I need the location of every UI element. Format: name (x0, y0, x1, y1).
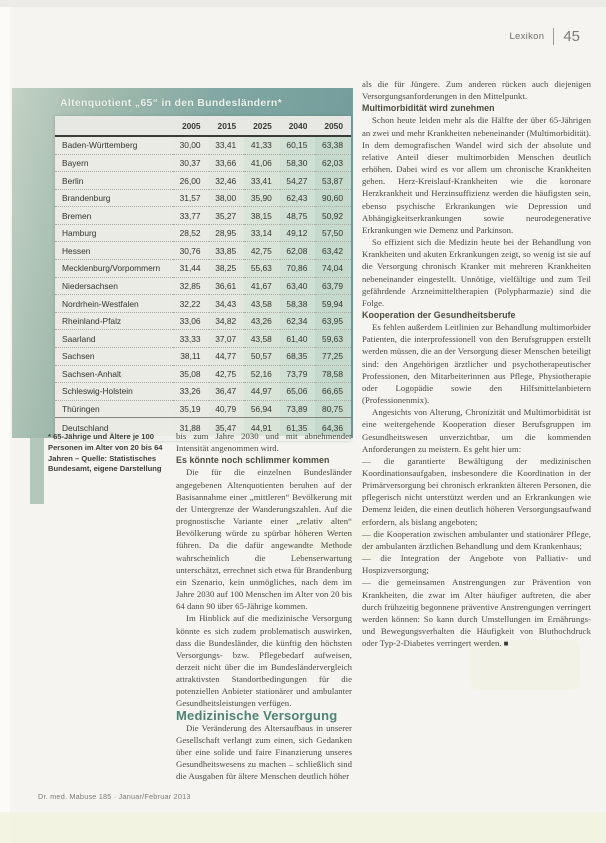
paragraph: Es fehlen außerdem Leitlinien zur Behandlung multimorbider Patienten, die interprofessionell von den Berufsgruppen erstellt werden müssen, die an der Versorgung dieser Menschen beteiligt sind: den Angehörigen ärztlicher und psychotherapeutischer Professionen, den Mitarbeiterinnen aus Pflege, Physiotherapie oder Logopädie sowie den Hilfsmittelanbietern (Professionenmix). (362, 322, 591, 406)
state-name: Brandenburg (55, 189, 173, 207)
value-cell: 65,06 (280, 383, 316, 401)
value-cell: 58,38 (280, 295, 316, 313)
value-cell: 34,43 (209, 295, 245, 313)
left-text-column (176, 430, 352, 783)
value-cell: 73,79 (280, 365, 316, 383)
state-row (55, 277, 351, 295)
value-cell: 43,26 (244, 312, 280, 330)
state-name: Bremen (55, 207, 173, 225)
right-text-column (362, 78, 591, 650)
value-cell: 33,14 (244, 224, 280, 242)
value-cell: 44,97 (244, 383, 280, 401)
year-column-header: 2040 (280, 116, 316, 136)
bullet-list (362, 455, 591, 651)
value-cell: 74,04 (315, 260, 351, 278)
value-cell: 70,86 (280, 260, 316, 278)
value-cell: 68,35 (280, 347, 316, 365)
scan-edge-left (0, 0, 10, 843)
value-cell: 33,26 (173, 383, 209, 401)
value-cell: 36,61 (209, 277, 245, 295)
value-cell: 80,75 (315, 400, 351, 418)
value-cell: 62,08 (280, 242, 316, 260)
table-body (55, 136, 351, 436)
state-name: Sachsen-Anhalt (55, 365, 173, 383)
paragraph-continuation: als die für Jüngere. Zum anderen rücken auch diejenigen Versorgungsanforderungen in den Mittelpunkt. (362, 79, 591, 102)
value-cell: 43,58 (244, 295, 280, 313)
dash-item: — die garantierte Bewältigung der medizinischen Koordinationsaufgaben, insbesondere die Koordination in der Primärversorgung bei chronisch erkrankten älteren Personen, die pflegerisch nicht unterstützt werden und an Erkrankungen wie Demenz leiden, die einen deutlich höheren Versorgungsaufwand erfordern, als bislang angeboten; (362, 455, 591, 527)
subheading-kooperation: Kooperation der Gesundheitsberufe (362, 309, 516, 320)
table-corner-cell (55, 116, 173, 136)
page-header (509, 28, 580, 45)
value-cell: 34,82 (209, 312, 245, 330)
value-cell: 77,25 (315, 347, 351, 365)
state-row (55, 172, 351, 190)
value-cell: 54,27 (280, 172, 316, 190)
table-background-panel-tail (30, 438, 44, 504)
state-row (55, 207, 351, 225)
state-row (55, 136, 351, 154)
value-cell: 33,85 (209, 242, 245, 260)
state-row (55, 260, 351, 278)
value-cell: 63,79 (315, 277, 351, 295)
header-divider (553, 28, 554, 45)
value-cell: 56,94 (244, 400, 280, 418)
altenquotient-table (55, 116, 351, 441)
value-cell: 28,52 (173, 224, 209, 242)
state-name: Mecklenburg/Vorpommern (55, 260, 173, 278)
state-name: Niedersachsen (55, 277, 173, 295)
value-cell: 35,08 (173, 365, 209, 383)
end-of-article-marker: ■ (501, 639, 509, 649)
value-cell: 66,65 (315, 383, 351, 401)
value-cell: 64,36 (315, 418, 351, 437)
value-cell: 30,00 (173, 136, 209, 154)
section-label: Lexikon (509, 31, 545, 42)
value-cell: 36,47 (209, 383, 245, 401)
value-cell: 32,85 (173, 277, 209, 295)
year-column-header: 2015 (209, 116, 245, 136)
value-cell: 55,63 (244, 260, 280, 278)
value-cell: 33,41 (209, 136, 245, 154)
value-cell: 49,12 (280, 224, 316, 242)
value-cell: 61,40 (280, 330, 316, 348)
state-name: Schleswig-Holstein (55, 383, 173, 401)
table-title: Altenquotient „65“ in den Bundesländern* (60, 97, 283, 109)
scan-edge-top (0, 0, 606, 7)
value-cell: 53,87 (315, 172, 351, 190)
state-row (55, 312, 351, 330)
value-cell: 35,47 (209, 418, 245, 437)
value-cell: 38,15 (244, 207, 280, 225)
value-cell: 59,94 (315, 295, 351, 313)
state-row (55, 154, 351, 172)
paragraph: Angesichts von Alterung, Chronizität und Multimorbidität ist eine weitergehende Kooperation dieser Berufsgruppen im Gesundheitswesen unverzichtbar, um die kommenden Anforderungen zu meistern. Es geht hier um: (362, 407, 591, 454)
value-cell: 31,88 (173, 418, 209, 437)
value-cell: 35,90 (244, 189, 280, 207)
paragraph: Im Hinblick auf die medizinische Versorgung könnte es sich zudem problematisch auswirken, dass die Bundesländer, die künftig den höchsten Versorgungs- bzw. Pflegebedarf aufweisen, derzeit nicht über die im Bundesländervergleich attraktivsten Standortbedingungen für die potenziellen Anbieter stationärer und ambulanter Gesundheitsleistungen verfügen. (176, 613, 352, 709)
value-cell: 33,66 (209, 154, 245, 172)
value-cell: 38,00 (209, 189, 245, 207)
value-cell: 63,40 (280, 277, 316, 295)
page-number: 45 (563, 28, 580, 45)
state-name: Sachsen (55, 347, 173, 365)
value-cell: 30,76 (173, 242, 209, 260)
state-name: Hessen (55, 242, 173, 260)
table-footnote: * 65-Jährige und Ältere je 100 Personen im Alter von 20 bis 64 Jahren – Quelle: Statistisches Bundesamt, eigene Darstellung (48, 432, 163, 474)
state-row (55, 295, 351, 313)
table-header (55, 116, 351, 136)
value-cell: 63,38 (315, 136, 351, 154)
paragraph: Die für die einzelnen Bundesländer angegebenen Altenquotienten beruhen auf der Basisannahme einer „mittleren“ Bevölkerung mit der Untergrenze der Wanderungszahlen. Auf die prognostische Variante einer „relativ alten“ Bevölkerung würde zu spürbar höheren Werten führen. Da die dafür angewandte Methode wahrscheinlich die Lebenserwartung unterschätzt, errechnet sich etwa für Brandenburg ein Szenario, kein unmögliches, nach dem im Jahre 2030 auf 100 Menschen im Alter von 20 bis 64 dann 90 über 65-Jährige kommen. (176, 467, 352, 612)
paragraph: Die Veränderung des Altersaufbaus in unserer Gesellschaft verlangt zum einen, sich Gedanken über eine solide und faire Finanzierung unseres Gesundheitswesens zu machen – schließlich sind die Ausgaben für ältere Menschen deutlich höher (176, 722, 352, 782)
value-cell: 32,46 (209, 172, 245, 190)
dash-item: — die gemeinsamen Anstrengungen zur Prävention von Krankheiten, die zwar im Alter häufiger auftreten, die aber durch frühzeitig begonnene präventive Anstrengungen verringert werden können: So kann durch Umstellungen im Ernährungs- und Bewegungsverhalten die Häufigkeit von Bluthochdruck oder Typ-2-Diabetes verringert werden. ■ (362, 577, 591, 649)
state-name: Hamburg (55, 224, 173, 242)
state-name: Saarland (55, 330, 173, 348)
value-cell: 73,89 (280, 400, 316, 418)
value-cell: 52,16 (244, 365, 280, 383)
value-cell: 41,33 (244, 136, 280, 154)
value-cell: 44,77 (209, 347, 245, 365)
value-cell: 90,60 (315, 189, 351, 207)
value-cell: 63,95 (315, 312, 351, 330)
value-cell: 57,50 (315, 224, 351, 242)
dash-item: — die Integration der Angebote von Palliativ- und Hospizversorgung; (362, 553, 591, 576)
state-name: Deutschland (55, 418, 173, 437)
state-row (55, 224, 351, 242)
subheading-multimorbiditaet: Multimorbidität wird zunehmen (362, 103, 495, 114)
value-cell: 31,44 (173, 260, 209, 278)
dash-item: — die Kooperation zwischen ambulanter und stationärer Pflege, der ambulanten ärztlichen Behandlung und dem Krankenhaus; (362, 528, 591, 551)
state-name: Bayern (55, 154, 173, 172)
value-cell: 37,07 (209, 330, 245, 348)
value-cell: 43,58 (244, 330, 280, 348)
value-cell: 31,57 (173, 189, 209, 207)
value-cell: 62,43 (280, 189, 316, 207)
paragraph: Schon heute leiden mehr als die Hälfte der über 65-Jährigen an zwei und mehr Krankheiten nebeneinander (Multimorbidität). In dem demografischen Wandel wird sich der absolute und relative Anteil dieser multimorbiden Menschen deutlich erhöhen. Dabei wird es vor allem um chronische Krankheiten gehen. Herz-Kreislauf-Krankheiten wie die koronare Herzkrankheit und Herzinsuffizienz werden die häufigsten sein, ebenso psychische Erkrankungen wie Depression und Abhängigkeitserkrankungen sowie neurodegenerative Erkrankungen wie Demenz und Parkinson. (362, 115, 591, 235)
value-cell: 30,37 (173, 154, 209, 172)
year-column-header: 2005 (173, 116, 209, 136)
value-cell: 38,25 (209, 260, 245, 278)
state-row (55, 242, 351, 260)
scan-edge-bottom (0, 812, 606, 843)
state-name: Rheinland-Pfalz (55, 312, 173, 330)
value-cell: 59,63 (315, 330, 351, 348)
value-cell: 50,57 (244, 347, 280, 365)
value-cell: 41,06 (244, 154, 280, 172)
value-cell: 48,75 (280, 207, 316, 225)
state-row (55, 189, 351, 207)
paragraph: So effizient sich die Medizin heute bei der Behandlung von Krankheiten und akuten Erkrankungen zeigt, so wenig ist sie auf die Versorgung chronisch Kranker mit mehreren Krankheiten nebeneinander eingestellt. Unnötige, vielfältige und zum Teil gefährdende Arzneimitteltherapien (Polypharmazie) sind die Folge. (362, 237, 591, 308)
value-cell: 41,67 (244, 277, 280, 295)
value-cell: 26,00 (173, 172, 209, 190)
paragraph-continuation: bis zum Jahre 2030 und mit abnehmender Intensität angenommen wird. (176, 431, 352, 454)
value-cell: 42,75 (209, 365, 245, 383)
value-cell: 38,11 (173, 347, 209, 365)
value-cell: 60,15 (280, 136, 316, 154)
value-cell: 33,33 (173, 330, 209, 348)
value-cell: 40,79 (209, 400, 245, 418)
journal-footer: Dr. med. Mabuse 185 · Januar/Februar 2013 (38, 792, 191, 801)
value-cell: 62,03 (315, 154, 351, 172)
value-cell: 33,06 (173, 312, 209, 330)
state-row (55, 347, 351, 365)
heading-medizinische-versorgung: Medizinische Versorgung (176, 707, 338, 723)
state-name: Nordrhein-Westfalen (55, 295, 173, 313)
value-cell: 61,35 (280, 418, 316, 437)
value-cell: 42,75 (244, 242, 280, 260)
state-name: Berlin (55, 172, 173, 190)
value-cell: 44,91 (244, 418, 280, 437)
year-column-header: 2025 (244, 116, 280, 136)
value-cell: 62,34 (280, 312, 316, 330)
state-row (55, 365, 351, 383)
value-cell: 50,92 (315, 207, 351, 225)
value-cell: 28,95 (209, 224, 245, 242)
subheading-schlimmer: Es könnte noch schlimmer kommen (176, 455, 330, 466)
value-cell: 63,42 (315, 242, 351, 260)
state-row (55, 383, 351, 401)
year-column-header: 2050 (315, 116, 351, 136)
state-row (55, 330, 351, 348)
state-name: Baden-Württemberg (55, 136, 173, 154)
value-cell: 35,27 (209, 207, 245, 225)
state-name: Thüringen (55, 400, 173, 418)
value-cell: 33,77 (173, 207, 209, 225)
state-row (55, 400, 351, 418)
value-cell: 35,19 (173, 400, 209, 418)
value-cell: 33,41 (244, 172, 280, 190)
value-cell: 78,58 (315, 365, 351, 383)
value-cell: 32,22 (173, 295, 209, 313)
value-cell: 58,30 (280, 154, 316, 172)
